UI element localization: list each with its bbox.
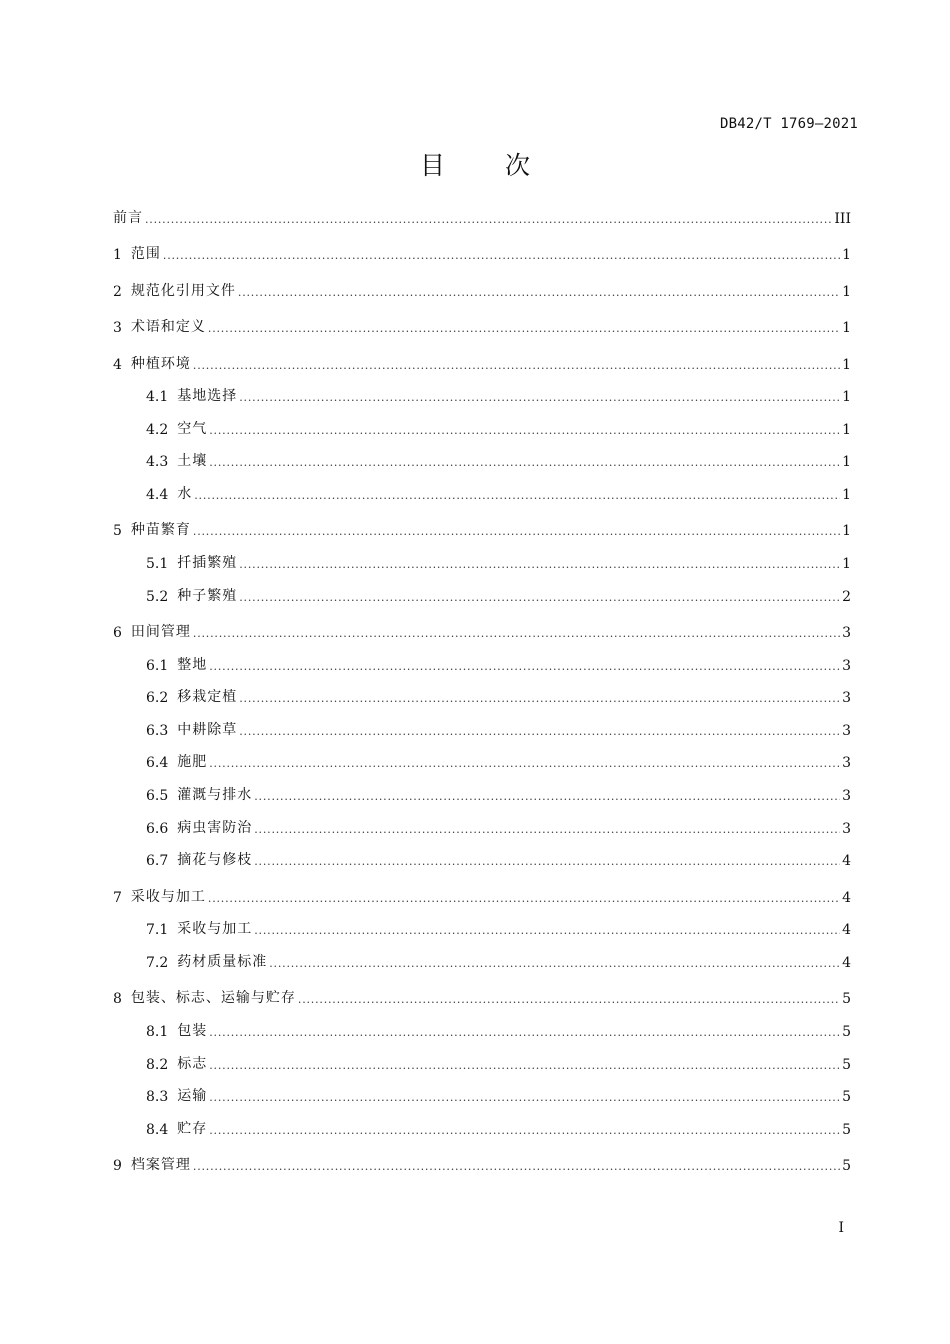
toc-entry-label: 范围 bbox=[130, 246, 161, 262]
toc-entry-number: 8.1 bbox=[146, 1024, 169, 1040]
toc-entry-number: 4.3 bbox=[146, 454, 169, 471]
toc-entry[interactable] bbox=[113, 300, 851, 337]
toc-entry[interactable] bbox=[113, 405, 851, 438]
toc-dot-leader bbox=[145, 213, 832, 227]
toc-entry-label: 水 bbox=[177, 485, 193, 502]
toc-entry-page: 5 bbox=[842, 1056, 851, 1073]
toc-entry-label: 施肥 bbox=[177, 754, 208, 771]
toc-entry-page: 3 bbox=[842, 690, 851, 707]
toc-entry-label: 采收与加工 bbox=[130, 888, 206, 905]
toc-entry-label: 运输 bbox=[177, 1088, 208, 1105]
document-code: DB42/T 1769—2021 bbox=[719, 116, 858, 132]
toc-entry-number: 4.1 bbox=[146, 389, 169, 406]
toc-entry-number: 4 bbox=[113, 356, 122, 373]
toc-entry-label: 贮存 bbox=[177, 1120, 208, 1137]
toc-entry-page: 5 bbox=[842, 1089, 851, 1106]
toc-dot-leader bbox=[239, 725, 840, 739]
toc-dot-leader bbox=[239, 591, 840, 605]
toc-entry-page: 5 bbox=[842, 1121, 851, 1138]
toc-dot-leader bbox=[209, 757, 840, 771]
toc-entry-number: 7.2 bbox=[146, 954, 169, 971]
toc-entry-label: 空气 bbox=[177, 420, 208, 437]
toc-dot-leader bbox=[193, 627, 840, 641]
toc-entry-label: 移栽定植 bbox=[177, 689, 238, 706]
toc-entry-number: 8.4 bbox=[146, 1121, 169, 1138]
toc-entry-page: 4 bbox=[842, 889, 851, 906]
toc-entry-page: 3 bbox=[842, 722, 851, 739]
toc-dot-leader bbox=[193, 525, 840, 539]
toc-entry-page: 4 bbox=[842, 922, 851, 939]
toc-entry[interactable] bbox=[113, 906, 851, 939]
toc-entry-page: 3 bbox=[842, 755, 851, 772]
toc-entry-page: 2 bbox=[842, 588, 851, 605]
toc-dot-leader bbox=[254, 924, 840, 938]
toc-entry-label: 术语和定义 bbox=[130, 319, 206, 335]
toc-entry-number: 4.2 bbox=[146, 421, 169, 438]
toc-entry-label: 整地 bbox=[177, 656, 208, 673]
toc-entry-number: 6.4 bbox=[146, 755, 169, 772]
toc-entry-label: 档案管理 bbox=[130, 1157, 191, 1174]
toc-entry-number: 8 bbox=[113, 991, 122, 1008]
toc-entry-page: 1 bbox=[842, 283, 851, 300]
toc-entry-page: 1 bbox=[842, 486, 851, 503]
toc-entry[interactable] bbox=[113, 572, 851, 605]
toc-entry-number: 7.1 bbox=[146, 922, 169, 939]
toc-entry-page: 1 bbox=[842, 555, 851, 572]
toc-entry[interactable] bbox=[113, 470, 851, 503]
toc-entry-number: 6.7 bbox=[146, 853, 169, 870]
toc-entry[interactable] bbox=[113, 227, 851, 264]
toc-entry[interactable] bbox=[113, 674, 851, 707]
toc-entry-label: 采收与加工 bbox=[177, 921, 253, 938]
toc-entry[interactable] bbox=[113, 938, 851, 971]
toc-entry-page: 3 bbox=[842, 788, 851, 805]
toc-entry-label: 种植环境 bbox=[130, 355, 191, 372]
toc-entry[interactable] bbox=[113, 706, 851, 739]
toc-entry-page: 1 bbox=[842, 356, 851, 373]
toc-entry-page: 5 bbox=[842, 1024, 851, 1040]
toc-entry-page: 3 bbox=[842, 657, 851, 674]
toc-entry[interactable] bbox=[113, 1040, 851, 1073]
toc-entry[interactable] bbox=[113, 804, 851, 837]
toc-entry-label: 病虫害防治 bbox=[177, 819, 253, 836]
toc-entry-label: 规范化引用文件 bbox=[130, 282, 236, 299]
toc-dot-leader bbox=[254, 855, 840, 869]
toc-entry[interactable] bbox=[113, 771, 851, 804]
toc-entry-label: 灌溉与排水 bbox=[177, 787, 253, 804]
toc-dot-leader bbox=[209, 1059, 840, 1073]
toc-entry[interactable] bbox=[113, 1138, 851, 1175]
toc-entry-number: 6 bbox=[113, 625, 122, 642]
toc-dot-leader bbox=[254, 790, 840, 804]
toc-dot-leader bbox=[239, 692, 840, 706]
toc-entry-number: 6.6 bbox=[146, 820, 169, 837]
toc-entry-label: 田间管理 bbox=[130, 624, 191, 641]
toc-dot-leader bbox=[269, 957, 840, 971]
toc-dot-leader bbox=[209, 424, 840, 438]
toc-entry-page: 1 bbox=[842, 389, 851, 406]
toc-entry-page: 1 bbox=[842, 523, 851, 540]
toc-entry-number: 4.4 bbox=[146, 486, 169, 503]
toc-entry-number: 6.5 bbox=[146, 788, 169, 805]
toc-entry-label: 摘花与修枝 bbox=[177, 852, 253, 869]
toc-dot-leader bbox=[208, 322, 840, 336]
toc-entry-page: 3 bbox=[842, 625, 851, 642]
toc-entry-number: 6.3 bbox=[146, 722, 169, 739]
toc-entry-label: 包装 bbox=[177, 1023, 208, 1039]
toc-entry-label: 包装、标志、运输与贮存 bbox=[130, 990, 296, 1007]
toc-title: 目 次 bbox=[420, 151, 556, 180]
toc-entry[interactable] bbox=[113, 739, 851, 772]
toc-entry-label: 种苗繁育 bbox=[130, 522, 191, 539]
toc-entry-page: 1 bbox=[842, 320, 851, 336]
toc-entry[interactable] bbox=[113, 373, 851, 406]
toc-dot-leader bbox=[193, 359, 840, 373]
toc-entry-label: 扦插繁殖 bbox=[177, 554, 238, 571]
toc-entry[interactable] bbox=[113, 605, 851, 642]
toc-entry-label: 中耕除草 bbox=[177, 721, 238, 738]
toc-dot-leader bbox=[208, 892, 840, 906]
toc-entry-number: 2 bbox=[113, 283, 122, 300]
toc-entry[interactable] bbox=[113, 503, 851, 540]
toc-dot-leader bbox=[209, 1091, 840, 1105]
toc-entry[interactable] bbox=[113, 1105, 851, 1138]
toc-entry-page: 5 bbox=[842, 1158, 851, 1175]
toc-entry[interactable] bbox=[113, 837, 851, 870]
table-of-contents bbox=[113, 190, 851, 1174]
toc-entry-label: 土壤 bbox=[177, 453, 208, 470]
toc-entry-number: 8.2 bbox=[146, 1056, 169, 1073]
toc-entry-label: 前言 bbox=[113, 209, 143, 226]
toc-entry-number: 5.2 bbox=[146, 588, 169, 605]
toc-dot-leader bbox=[254, 823, 840, 837]
toc-entry-page: 5 bbox=[842, 991, 851, 1008]
toc-entry-number: 6.1 bbox=[146, 657, 169, 674]
toc-entry-page: 3 bbox=[842, 820, 851, 837]
toc-entry[interactable] bbox=[113, 1007, 851, 1040]
toc-entry[interactable] bbox=[113, 438, 851, 471]
toc-entry-label: 标志 bbox=[177, 1055, 208, 1072]
toc-entry[interactable] bbox=[113, 1073, 851, 1106]
toc-dot-leader bbox=[239, 558, 840, 572]
toc-entry-number: 7 bbox=[113, 889, 122, 906]
toc-entry-number: 5.1 bbox=[146, 555, 169, 572]
toc-entry[interactable] bbox=[113, 263, 851, 300]
toc-entry-page: 4 bbox=[842, 853, 851, 870]
toc-entry-number: 1 bbox=[113, 247, 122, 263]
toc-dot-leader bbox=[239, 391, 840, 405]
toc-entry[interactable] bbox=[113, 641, 851, 674]
toc-dot-leader bbox=[209, 660, 840, 674]
toc-entry-number: 3 bbox=[113, 320, 122, 336]
toc-entry-page: 1 bbox=[842, 247, 851, 263]
toc-entry[interactable] bbox=[113, 971, 851, 1008]
toc-entry[interactable] bbox=[113, 539, 851, 572]
toc-entry[interactable] bbox=[113, 336, 851, 373]
toc-entry-label: 药材质量标准 bbox=[177, 953, 268, 970]
toc-entry-number: 6.2 bbox=[146, 690, 169, 707]
toc-entry-label: 基地选择 bbox=[177, 388, 238, 405]
toc-dot-leader bbox=[298, 993, 840, 1007]
toc-entry-page: 1 bbox=[842, 421, 851, 438]
toc-dot-leader bbox=[238, 286, 840, 300]
toc-entry-page: 4 bbox=[842, 954, 851, 971]
toc-dot-leader bbox=[209, 456, 840, 470]
toc-entry-number: 9 bbox=[113, 1158, 122, 1175]
toc-entry-page: III bbox=[834, 210, 851, 227]
toc-entry-page: 1 bbox=[842, 454, 851, 471]
toc-dot-leader bbox=[194, 489, 840, 503]
toc-dot-leader bbox=[193, 1160, 840, 1174]
toc-entry-number: 5 bbox=[113, 523, 122, 540]
toc-entry[interactable] bbox=[113, 190, 851, 227]
toc-dot-leader bbox=[209, 1124, 840, 1138]
page-number: I bbox=[838, 1220, 844, 1236]
toc-entry-number: 8.3 bbox=[146, 1089, 169, 1106]
toc-dot-leader bbox=[163, 249, 840, 263]
toc-dot-leader bbox=[209, 1026, 840, 1040]
toc-entry-label: 种子繁殖 bbox=[177, 587, 238, 604]
toc-entry[interactable] bbox=[113, 869, 851, 906]
